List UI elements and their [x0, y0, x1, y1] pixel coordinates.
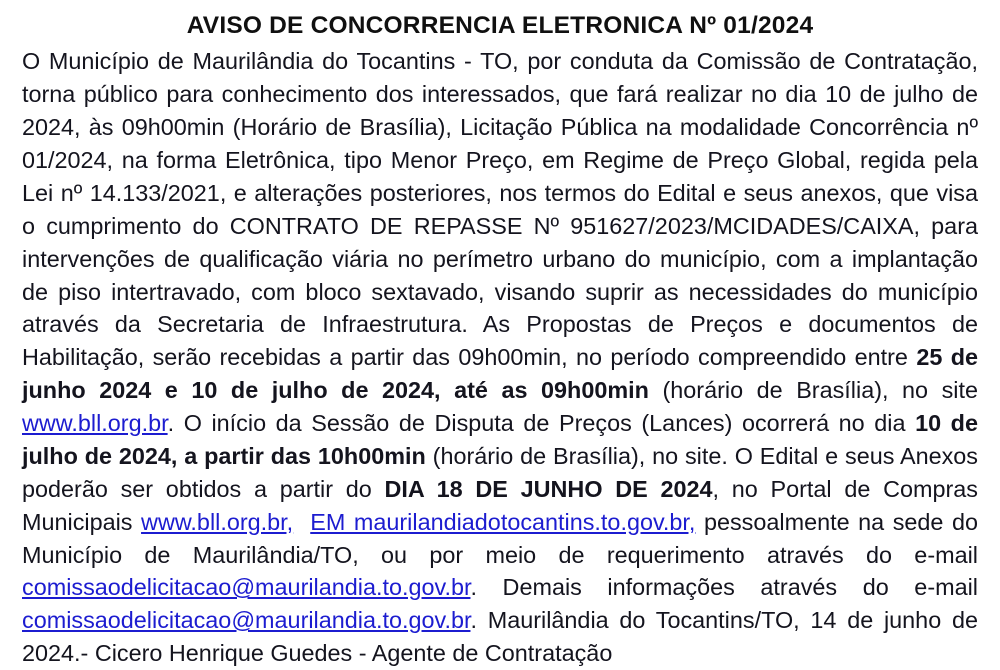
page-title: AVISO DE CONCORRENCIA ELETRONICA Nº 01/2024	[186, 12, 814, 39]
email-link-2[interactable]: comissaodelicitacao@maurilandia.to.gov.br	[22, 607, 471, 634]
body-text-edital: (horário de Brasília), no site. O Edital e seus Anexos poderão ser obtidos a partir do	[22, 442, 978, 502]
bll-portal-link[interactable]: www.bll.org.br,	[141, 508, 294, 535]
deadline-dates-bold: 25 de junho 2024 e 10 de julho de 2024, até as 09h00min	[22, 344, 978, 404]
body-text-more-info: . Demais informações através do e-mail	[470, 574, 978, 601]
municipality-portal-link[interactable]: EM maurilandiadotocantins.to.gov.br,	[310, 508, 696, 535]
notice-body	[22, 45, 978, 670]
body-text-after-deadline: (horário de Brasília), no site	[648, 377, 979, 404]
body-paragraph-intro: O Município de Maurilândia do Tocantins - TO, por conduta da Comissão de Contratação, torna público para conhecimento dos interessados, que fará realizar no dia 10 de julho de 2024, às 09h00min (Horário de Brasília), Licitação Pública na modalidade Concorrência nº 01/2024, na forma Eletrônica, tipo Menor Preço, em Regime de Preço Global, regida pela Lei nº 14.133/2021, e alterações posteriores, nos termos do Edital e seus anexos, que visa o cumprimento do CONTRATO DE REPASSE Nº 951627/2023/MCIDADES/CAIXA, para intervenções de qualificação viária no perímetro urbano do município, com a implantação de piso intertravado, com bloco sextavado, visando suprir as necessidades do município através da Secretaria de Infraestrutura. As Propostas de Preços e documentos de Habilitação, serão recebidas a partir das 09h00min, no período compreendido entre	[22, 48, 978, 371]
session-date-bold: 10 de julho de 2024, a partir das 10h00min	[22, 410, 978, 469]
spacer-text	[293, 509, 310, 535]
edital-availability-date-bold: DIA 18 DE JUNHO DE 2024	[384, 475, 713, 502]
bll-site-link[interactable]: www.bll.org.br	[22, 410, 168, 437]
body-text-closing: . Maurilândia do Tocantins/TO, 14 de junho de 2024.- Cicero Henrique Guedes - Agente de Contratação	[22, 607, 978, 667]
body-text-session: . O início da Sessão de Disputa de Preços (Lances) ocorrerá no dia	[167, 410, 916, 437]
body-text-portal: , no Portal de Compras Municipais	[22, 475, 978, 535]
body-text-inperson: pessoalmente na sede do Município de Maurilândia/TO, ou por meio de requerimento através do e-mail	[22, 508, 978, 568]
email-link-1[interactable]: comissaodelicitacao@maurilandia.to.gov.br	[22, 574, 471, 601]
